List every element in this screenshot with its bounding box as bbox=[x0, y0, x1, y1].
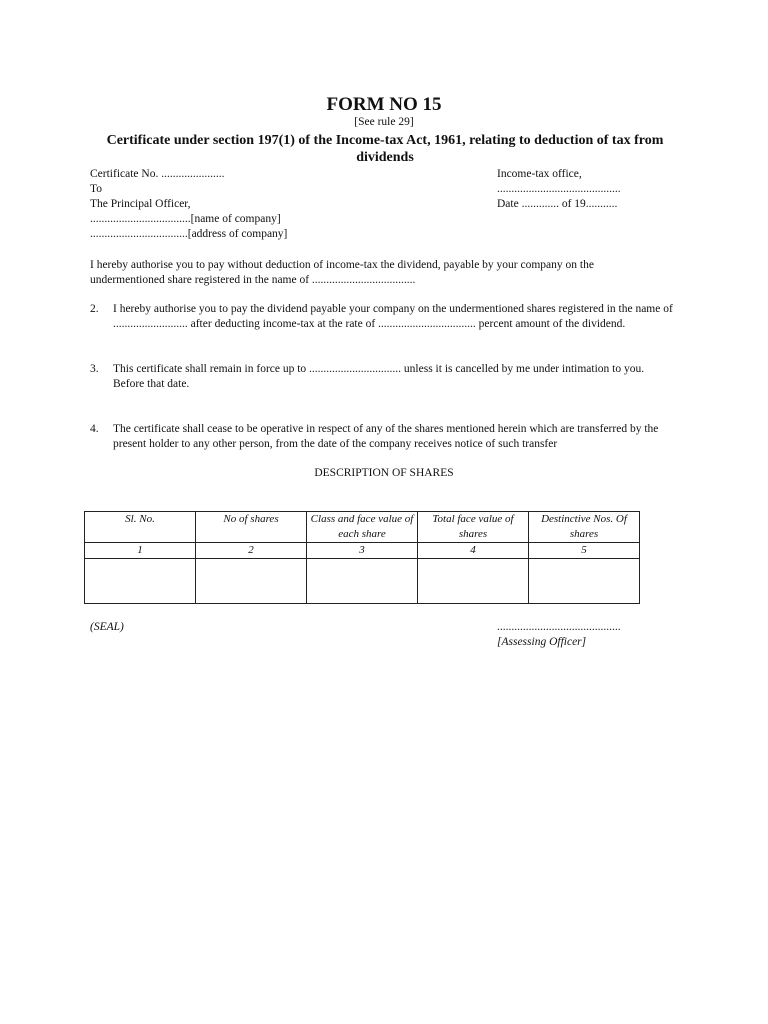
header-sl-no: Sl. No. bbox=[85, 512, 196, 543]
company-name-field: ...................................[name of company] bbox=[90, 213, 281, 225]
principal-officer: The Principal Officer, bbox=[90, 198, 191, 210]
column-number: 4 bbox=[418, 543, 529, 559]
header-total-face-value: Total face value of shares bbox=[418, 512, 529, 543]
table-cell bbox=[529, 559, 640, 604]
clause-4: The certificate shall cease to be operative in respect of any of the shares mentioned herein which are transferred by the present holder to any other person, from the date of the company receives notice of such transfer bbox=[113, 423, 659, 450]
column-number: 1 bbox=[85, 543, 196, 559]
company-address-field: ..................................[address of company] bbox=[90, 228, 288, 240]
table-cell bbox=[307, 559, 418, 604]
date-field: Date ............. of 19........... bbox=[497, 198, 618, 210]
table-row bbox=[85, 559, 640, 604]
clause-3-number: 3. bbox=[90, 363, 99, 375]
clause-4-number: 4. bbox=[90, 423, 99, 435]
seal-label: (SEAL) bbox=[90, 621, 124, 633]
column-number: 3 bbox=[307, 543, 418, 559]
rule-reference: [See rule 29] bbox=[354, 116, 414, 128]
shares-table bbox=[84, 511, 640, 604]
clause-3: This certificate shall remain in force up to ................................ unless it is cancelled by me under intimation to you. Before that date. bbox=[113, 363, 645, 390]
certificate-number: Certificate No. ...................... bbox=[90, 168, 225, 180]
column-number: 2 bbox=[196, 543, 307, 559]
form-subtitle: Certificate under section 197(1) of the Income-tax Act, 1961, relating to deduction of tax from dividends bbox=[106, 133, 664, 165]
clause-2-number: 2. bbox=[90, 303, 99, 315]
header-no-of-shares: No of shares bbox=[196, 512, 307, 543]
form-title: FORM NO 15 bbox=[326, 94, 442, 115]
header-distinctive-nos: Destinctive Nos. Of shares bbox=[529, 512, 640, 543]
to-label: To bbox=[90, 183, 102, 195]
income-tax-office: Income-tax office, bbox=[497, 168, 582, 180]
table-header-row bbox=[85, 512, 640, 543]
header-class-face-value: Class and face value of each share bbox=[307, 512, 418, 543]
clause-1: I hereby authorise you to pay without deduction of income-tax the dividend, payable by your company on the undermentioned share registered in the name of .................................... bbox=[90, 259, 594, 286]
table-cell bbox=[418, 559, 529, 604]
clause-2: I hereby authorise you to pay the dividend payable your company on the undermentioned shares registered in the name of .......................... after deducting income-tax at the rate of .................................. percent amount of the dividend. bbox=[113, 303, 673, 330]
signature-dots: ........................................... bbox=[497, 621, 621, 633]
table-cell bbox=[85, 559, 196, 604]
description-title: DESCRIPTION OF SHARES bbox=[314, 467, 454, 479]
column-number: 5 bbox=[529, 543, 640, 559]
table-number-row bbox=[85, 543, 640, 559]
office-dots: ........................................... bbox=[497, 183, 621, 195]
table-cell bbox=[196, 559, 307, 604]
assessing-officer-label: [Assessing Officer] bbox=[497, 636, 587, 648]
